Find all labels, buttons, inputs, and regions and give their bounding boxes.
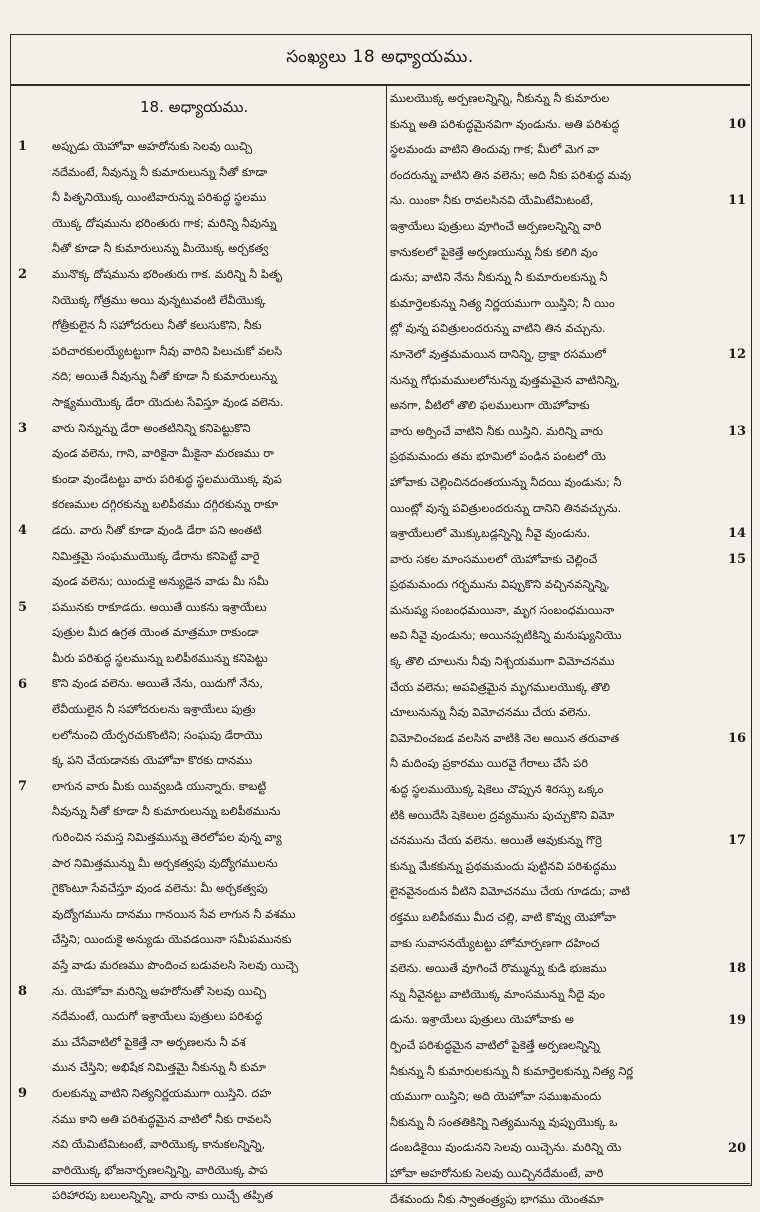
text-line: నీకున్ను నీ కుమారులకున్ను నీ కుమార్తెలకున్ను నిత్య నిర్ణ (390, 1063, 634, 1078)
text-line: నవి యేమిటేమిటంటే, వారియొక్క కానుకలన్నిన్ని, (52, 1137, 266, 1152)
text-line: హోవా అహరోనుకు సెలవు యిచ్చినదేమంటే, వారి (390, 1165, 604, 1180)
verse-number: 6 (18, 676, 28, 692)
text-line: వాకు సువాసనయ్యేటట్టు హోమార్పణగా దహించ (390, 935, 600, 950)
text-line: నదేమంటే, యిదుగో ఇశ్రాయేలు పుత్రులు పరిశుద్ధ (52, 1009, 263, 1024)
text-line: వారు నిన్నున్ను డేరా అంతటినిన్ని కనిపెట్టుకొని (52, 420, 251, 435)
text-line: నీవున్ను నీతో కూడా నీ కుమారులున్ను బలిపీఠమును (52, 804, 281, 819)
text-line: పార నిమిత్తమున్ను మీ అర్చకత్వపు వుద్యోగములను (52, 855, 278, 870)
text-line: న్ను నీవైనట్టు వాటియొక్క మాంసమున్ను నీదై వుం (390, 986, 605, 1001)
text-line: గురించిన సమస్త నిమిత్తమున్ను తెరలోపల వున్న వ్యా (52, 830, 282, 845)
text-line: సాక్ష్యముయొక్క డేరా యెదుట సేవిస్తూ వుండ వలెను. (52, 394, 284, 409)
verse-number: 10 (728, 116, 747, 132)
text-line: డును. ఇశ్రాయేలు పుత్రులు యెహోవాకు అ (390, 1012, 574, 1027)
text-line: ఇశ్రాయేలులో మొక్కుబడ్లన్నిన్ని నీవై వుండును. (390, 526, 591, 541)
text-line: ను. యెహోవా మరిన్ని అహరోనుతో సెలవు యిచ్చి (52, 983, 267, 998)
text-line: ము చేసేవాటిలో పైకెత్తే నా అర్పణలను నీ వశ (52, 1034, 246, 1049)
text-line: వారు సకల మాంసములలో యెహోవాకు చెల్లించే (390, 551, 598, 566)
page-header (10, 34, 750, 86)
text-line: నియొక్క గోత్రము అయి వున్నటువంటి లేవీయొక్క (52, 292, 266, 307)
text-line: పుత్రుల మీద ఉగ్రత యెంత మాత్రమూ రాకుండా (52, 625, 259, 640)
text-line: నము కాని అతి పరిశుద్ధమైన వాటిలో నీకు రావలసి (52, 1111, 272, 1126)
text-line: కుండా వుండేటట్టు వారు పరిశుద్ధ స్థలముయొక్క వుప (52, 471, 282, 486)
text-line: యొక్క దోషమును భరింతురు గాక; మరిన్ని నీవున్ను (52, 215, 277, 230)
text-line: లేవీయులైన నీ సహోదరులను ఇశ్రాయేలు పుత్రు (52, 702, 256, 717)
text-line: ములయొక్క అర్పణలన్నిన్ని, నీకున్ను నీ కుమారుల (390, 91, 610, 105)
text-line: కొని వుండ వలెను. అయితే నేను, యిదుగో నేను, (52, 676, 263, 691)
verse-number: 18 (728, 961, 747, 977)
text-line: లైనవైనందున వీటిని విమోచనము చేయ గూడదు; వాటి (390, 884, 630, 899)
column-divider (386, 84, 387, 1184)
text-line: రక్తము బలిపీఠము మీద చల్లి, వాటి కొవ్వు యెహోవా (390, 910, 616, 924)
text-line: నదేమంటే, నీవున్ను నీ కుమారులున్ను నీతో కూడా (52, 164, 268, 179)
text-line: నిమిత్తమై సంఘముయొక్క డేరాను కనిపెట్టే వారై (52, 548, 260, 563)
text-line: మనుష్య సంబంధమయినా, మృగ సంబంధమయినా (390, 602, 615, 617)
verse-number: 8 (18, 983, 28, 999)
text-line: కరణముల దగ్గిరకున్ను బలిపీఠము దగ్గిరకున్ను రాకూ (52, 497, 279, 512)
text-line: అవి నీవై వుండును; అయినప్పటికిన్ని మనుష్యునియొ (390, 628, 622, 643)
text-line: వస్తే వాడు మరణము పొందించ బడువలసి సెలవు యిచ్చె (52, 958, 299, 972)
text-line: యముగా యిస్తిని; అది యెహోవా సముఖమందు (390, 1089, 602, 1104)
text-line: ప్రథమమందు తమ భూమిలో పండిన పంటలో యె (390, 449, 606, 464)
text-line: మీరు పరిశుద్ధ స్థలమున్ను బలిపీఠమున్ను కనిపెట్టు (52, 650, 268, 665)
text-line: మున చేస్తిని; అభిషేక నిమిత్తమై నీకున్ను నీ కుమా (52, 1060, 266, 1075)
verse-number: 13 (728, 423, 747, 439)
text-line: గైకొంటూ సేవచేస్తూ వుండ వలెను: మీ అర్చకత్వపు (52, 881, 268, 896)
verse-number: 9 (18, 1086, 28, 1102)
text-line: కానుకలలో పైకెత్తే అర్పణయున్ను నీకు కలిగి వుం (390, 244, 598, 259)
verse-number: 16 (728, 731, 747, 746)
text-line: డంబడికైయి వుండునని సెలవు యిచ్చెను. మరిన్ని యె (390, 1140, 622, 1155)
text-line: లాగున వారు మీకు యివ్వబడి యున్నారు. కాబట్టి (52, 778, 267, 793)
verse-number: 19 (728, 1012, 747, 1028)
verse-number: 12 (728, 347, 747, 362)
text-line: వుండ వలెను; యిందుకై అన్యుడైన వాడు మీ సమీ (52, 574, 269, 589)
text-line: వుద్యోగమును దానము గానయిన సేవ లాగున నీ వశము (52, 906, 296, 921)
left-text-column (52, 134, 382, 1209)
text-line: చనమును చేయ వలెను. అయితే ఆవుకున్ను గొర్రె (390, 833, 602, 848)
verse-number: 3 (18, 420, 28, 436)
text-line: డును; వాటిని నేను నీకున్ను నీ కుమారులకున్ను నీ (390, 270, 608, 285)
text-line: మునొక్క దోషమును భరింతురు గాక. మరిన్ని నీ పితృ (52, 266, 283, 281)
verse-number: 17 (728, 833, 747, 849)
text-line: డదు. వారు నీతో కూడా వుండి డేరా పని అంతటి (52, 522, 262, 537)
text-line: వారు అర్పించే వాటిని నీకు యిస్తిని. మరిన్ని వారు (390, 423, 603, 438)
text-line: వలెను. అయితే వూగించే రొమ్మున్ను కుడి భుజము (390, 961, 607, 976)
text-line: క్క పని చేయడానకు యెహోవా కొరకు దానము (52, 753, 253, 768)
text-line: నీ పితృనియొక్క యింటివారున్ను పరిశుద్ధ స్థలము (52, 190, 267, 205)
text-line: ట్లో వున్న పవిత్రులందరున్ను వాటిని తిన వచ్చును. (390, 321, 606, 336)
text-line: ను. యింకా నీకు రావలసినవి యేమిటేమిటంటే, (390, 193, 594, 208)
page-title: సంఖ్యలు 18 అధ్యాయము. (286, 47, 474, 67)
verse-number: 4 (18, 523, 28, 538)
text-line: టికి అయిదేసి షెకెలుల ద్రవ్యమును పుచ్చుకొని విమో (390, 807, 615, 822)
text-line: లలోనుంచి యేర్పరచుకొంటిని; సంఘపు డేరాయొ (52, 727, 263, 742)
verse-number: 5 (18, 599, 28, 615)
footer-rule (10, 1183, 750, 1184)
text-line: ర్పించే పరిశుద్ధమైన వాటిలో పైకెత్తే అర్పణలన్నిన్ని (390, 1037, 600, 1052)
text-line: పరిచారకులయ్యేటట్టుగా నీవు వారిని పిలుచుకో వలసి (52, 343, 283, 358)
text-line: కున్ను మేకకున్ను ప్రథమమందు పుట్టినవి పరిశుద్ధము (390, 858, 617, 873)
text-line: నీ మదింపు ప్రకారము యిరవై గేరాలు చేసే పరి (390, 756, 589, 771)
verse-number: 20 (728, 1140, 747, 1156)
text-line: చేస్తిని; యిందుకై అన్యుడు యెవడయినా సమీపమునకు (52, 932, 292, 947)
text-line: రందరున్ను వాటిని తిన వలెను; అది నీకు పరిశుద్ధ మవు (390, 167, 632, 182)
verse-number: 1 (18, 139, 28, 154)
text-line: నీతో కూడా నీ కుమారులున్ను మీయొక్క అర్చకత్వ (52, 241, 269, 256)
text-line: చూలునున్ను నీవు విమోచనము చేయ వలెను. (390, 705, 591, 720)
text-line: శుద్ధ స్థలముయొక్క షెకెలు చొప్పున శిరస్సు ఒక్కం (390, 782, 604, 797)
text-line: స్థలమందు వాటిని తిందువు గాక; మీలో మెగ వా (390, 142, 600, 157)
text-line: ఇశ్రాయేలు పుత్రులు వూగించే అర్పణలన్నిన్ని వారి (390, 218, 602, 233)
text-line: రులకున్ను వాటిని నిత్యనిర్ణయముగా యిస్తిని. దహ (52, 1085, 272, 1100)
text-line: క్క తొలి చూలును నీవు నిశ్చయముగా విమోచనము (390, 654, 615, 669)
verse-number: 14 (728, 526, 747, 542)
verse-number: 15 (728, 551, 747, 567)
text-line: హోవాకు చెల్లించినదంతయున్ను నీదయి వుండును; నీ (390, 474, 622, 489)
text-line: నది; అయితే నీవున్ను నీతో కూడా నీ కుమారులున్ను (52, 369, 277, 384)
text-line: పరిహారపు బలులన్నిన్ని, వారు నాకు యిచ్చే తప్పిత (52, 1188, 273, 1203)
chapter-heading: 18. అధ్యాయము. (140, 98, 249, 116)
text-line: నీకున్ను నీ సంతతికిన్ని నిత్యమున్ను వుప్పుయొక్క ఒ (390, 1114, 618, 1129)
text-line: చేయ వలెను; అపవిత్రమైన మృగములయొక్క తొలి (390, 679, 610, 694)
verse-number: 7 (18, 779, 28, 794)
text-line: గోత్రీకులైన నీ సహోదరులు నీతో కలుసుకొని, నీకు (52, 318, 262, 333)
text-line: దేశమందు నీకు స్వాతంత్ర్యపు భాగము యెంతమా (390, 1191, 604, 1206)
text-line: పమునకు రాకూడదు. అయితే యికను ఇశ్రాయేలు (52, 599, 267, 614)
text-line: నూనెలో వుత్తమమయిన దానిన్ని, ద్రాక్షా రసములో (390, 346, 606, 361)
text-line: వుండ వలెను, గాని, వారికైనా మీకైనా మరణము రా (52, 446, 274, 461)
right-text-column (390, 86, 722, 1212)
text-line: వారియొక్క భోజనార్పణలన్నిన్ని, వారియొక్క పాప (52, 1162, 268, 1177)
text-line: అప్పుడు యెహోవా అహరోనుకు సెలవు యిచ్చి (52, 139, 253, 153)
text-line: విమోచించబడ వలసిన వాటికి నెల అయిన తరువాత (390, 730, 620, 745)
text-line: కున్ను అతి పరిశుద్ధమైనవిగా వుండును. అతి పరిశుద్ధ (390, 116, 620, 131)
text-line: నున్ను గోధుమములలోనున్ను వుత్తమమైన వాటినిన్ని, (390, 372, 620, 387)
text-line: ప్రథమమందు గర్భమును విప్పుకొని వచ్చినవన్నిన్ని, (390, 577, 610, 592)
verse-number: 2 (18, 267, 28, 282)
verse-number: 11 (728, 193, 747, 209)
text-line: అనగా, వీటిలో తొలి ఫలములుగా యెహోవాకు (390, 398, 590, 413)
text-line: కుమార్తెలకున్ను నిత్య నిర్ణయముగా యిస్తిని; నీ యిం (390, 295, 615, 310)
text-line: యింట్లో వున్న పవిత్రులందరున్ను దానిని తినవచ్చును. (390, 500, 622, 515)
